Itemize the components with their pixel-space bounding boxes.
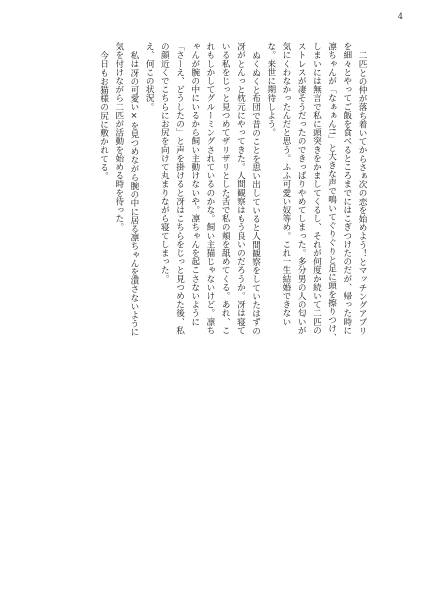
paragraph-5: 今日もお猫様の尻に敷かれてる。 <box>98 50 109 180</box>
paragraph-2: ぬくぬくと布団で昔のことを思い出していると人間観察をしていたはずの冴がとんっと枕元にやってきた。人間観察はもう良いのだろうか。冴は寝ている私をじっと見つめてザリザリとした舌で私の頬を舐めてくる。あれ、これもしかしてグルーミングされているのかな。飼い主猫じゃないけど。凛ちゃんが腕の中にいるから飼い主動けないや。凛ちゃんを起こさないように「さーえ、どうしたの」と声を掛けると冴はこちらをじっと見つめた後、私の顔近くでこちらにお尻を向けて丸まりながら寝てしまった。 <box>159 42 261 335</box>
paragraph-1: 二匹との仲が落ち着いてからさぁ次の恋を始めよう！とマッチングアプリを細々とやってご飯を食べるところまでにはこぎつけたのだが、帰った時に凛ちゃんが「なぁぁん!!」と大きな声で鳴いてぐりぐりと足に頭を擦りつけ、しまいには無言で私に頭突きをかましてくるし、それが何度か続いて二匹のストレスが凄そうだったのできっぱりやめてしまった。多分男の人の匂いが気にくわなかったんだと思う。ふふ可愛い奴等め。これ一生結婚できないな。来世に期待しよう。 <box>265 42 367 342</box>
paragraph-4: 私は冴の可愛い×を見つめながら腕の中に居る凛ちゃんを潰さないように気を付けながら二匹が活動を始める時を待った。 <box>113 42 139 336</box>
page-number: 4 <box>397 12 403 21</box>
paragraph-3: え、何この状況。 <box>144 42 155 111</box>
vertical-text-body <box>95 42 369 342</box>
